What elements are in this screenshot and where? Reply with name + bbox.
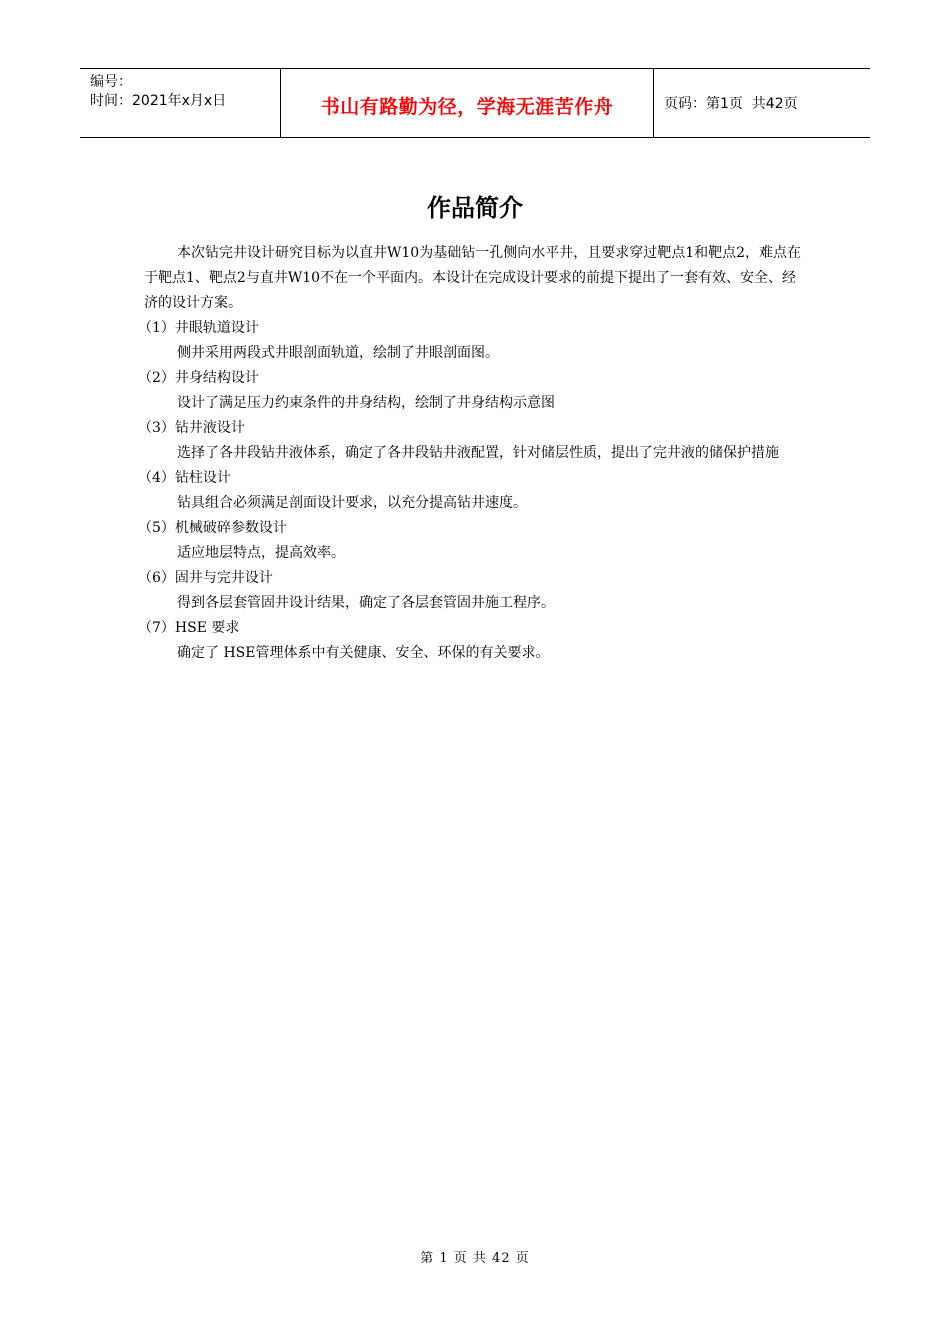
section-text: 确定了 HSE管理体系中有关健康、安全、环保的有关要求。 (177, 645, 550, 661)
header-middle-cell (281, 69, 654, 137)
section-heading: （2）井身结构设计 (138, 370, 259, 386)
intro-paragraph: 本次钻完井设计研究目标为以直井W10为基础钻一孔侧向水平井，且要求穿过靶点1和靶点2，难点在于靶点1、靶点2与直井W10不在一个平面内。本设计在完成设计要求的前提下提出了一套有效、安全、经济的设计方案。 (144, 245, 802, 311)
section-heading: （1）井眼轨道设计 (138, 320, 259, 336)
section-text: 得到各层套管固井设计结果，确定了各层套管固井施工程序。 (177, 595, 555, 611)
motto-text: 书山有路勤为径，学海无涯苦作舟 (320, 95, 614, 118)
section-text: 选择了各井段钻井液体系，确定了各井段钻井液配置，针对储层性质，提出了完井液的储保护措施 (177, 445, 779, 461)
section-text: 钻具组合必须满足剖面设计要求，以充分提高钻井速度。 (177, 495, 527, 511)
section-heading: （7）HSE 要求 (138, 620, 240, 636)
header-left-cell (80, 69, 281, 137)
page-info: 页码：第1页 共42页 (664, 96, 798, 112)
section-text: 适应地层特点，提高效率。 (177, 545, 345, 561)
section-heading: （3）钻井液设计 (138, 420, 245, 436)
section-heading: （5）机械破碎参数设计 (138, 520, 287, 536)
header-right-cell (654, 69, 870, 137)
time-label: 时间：2021年x月x日 (90, 93, 227, 109)
document-title: 作品简介 (427, 194, 523, 222)
section-text: 侧井采用两段式井眼剖面轨道，绘制了井眼剖面图。 (177, 345, 499, 361)
number-label: 编号： (90, 74, 132, 90)
section-heading: （4）钻柱设计 (138, 470, 231, 486)
section-text: 设计了满足压力约束条件的井身结构，绘制了井身结构示意图 (177, 395, 555, 411)
page-footer: 第 1 页 共 42 页 (420, 1251, 530, 1266)
page-header (80, 68, 870, 138)
document-body (138, 241, 808, 666)
section-heading: （6）固井与完井设计 (138, 570, 273, 586)
